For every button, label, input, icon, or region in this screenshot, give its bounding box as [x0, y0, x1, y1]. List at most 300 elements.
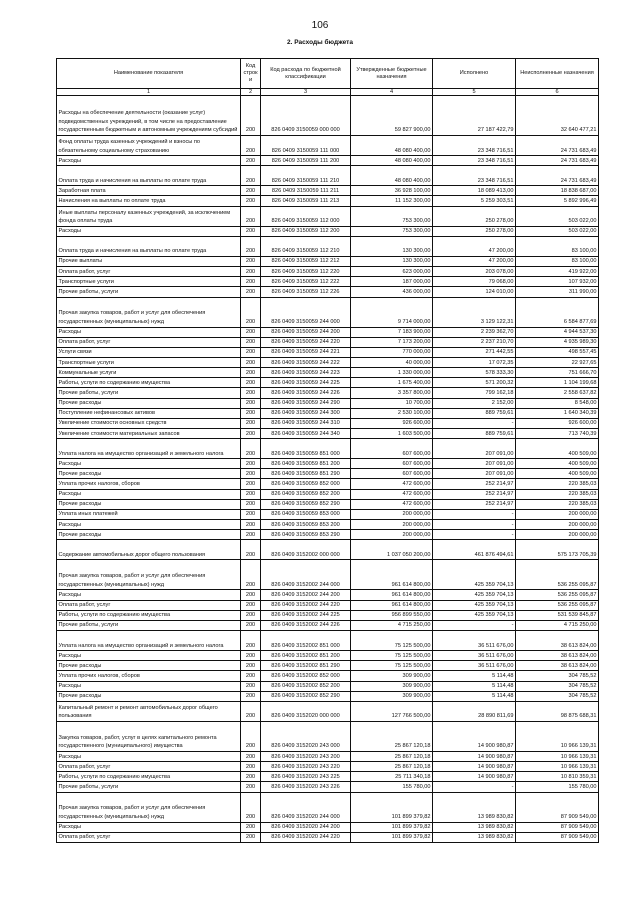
approved-amount: 753 300,00: [351, 226, 433, 236]
row-code: 200: [241, 530, 261, 540]
remaining-amount: 200 000,00: [516, 509, 599, 519]
table-row: [57, 631, 599, 651]
budget-code: 826 0409 3150059 244 220: [261, 337, 351, 347]
row-code: 200: [241, 428, 261, 438]
budget-code: 826 0409 3150059 852 000: [261, 479, 351, 489]
row-code: 200: [241, 661, 261, 671]
executed-amount: 5 259 303,51: [433, 196, 516, 206]
budget-code: 826 0409 3150059 111 210: [261, 166, 351, 186]
executed-amount: 2 239 362,70: [433, 327, 516, 337]
remaining-amount: 200 000,00: [516, 530, 599, 540]
row-code: 200: [241, 156, 261, 166]
budget-code: 826 0409 3152002 851 200: [261, 651, 351, 661]
approved-amount: 956 899 550,00: [351, 610, 433, 620]
approved-amount: 770 000,00: [351, 347, 433, 357]
table-row: [57, 337, 599, 347]
row-code: 200: [241, 560, 261, 590]
indicator-name: Расходы: [57, 156, 241, 166]
indicator-name: Прочие расходы: [57, 691, 241, 701]
budget-code: 826 0409 3150059 111 211: [261, 186, 351, 196]
budget-code: 826 0409 3150059 244 225: [261, 378, 351, 388]
remaining-amount: 503 022,00: [516, 206, 599, 226]
approved-amount: 472 600,00: [351, 499, 433, 509]
approved-amount: 48 080 400,00: [351, 156, 433, 166]
remaining-amount: 536 255 095,87: [516, 600, 599, 610]
row-code: 200: [241, 772, 261, 782]
table-row: [57, 671, 599, 681]
budget-code: 826 0409 3152020 244 000: [261, 792, 351, 822]
table-row: [57, 166, 599, 186]
budget-code: 826 0409 3150059 851 200: [261, 459, 351, 469]
row-code: 200: [241, 762, 261, 772]
table-row: [57, 772, 599, 782]
table-row: [57, 530, 599, 540]
remaining-amount: 98 875 688,31: [516, 701, 599, 721]
approved-amount: 309 900,00: [351, 671, 433, 681]
remaining-amount: 38 613 824,00: [516, 651, 599, 661]
executed-amount: 2 152,00: [433, 398, 516, 408]
executed-amount: 124 010,00: [433, 287, 516, 297]
approved-amount: 607 600,00: [351, 469, 433, 479]
approved-amount: 127 766 500,00: [351, 701, 433, 721]
executed-amount: 5 114,48: [433, 681, 516, 691]
indicator-name: Услуги связи: [57, 347, 241, 357]
executed-amount: 47 200,00: [433, 236, 516, 256]
budget-code: 826 0409 3150059 244 000: [261, 297, 351, 327]
row-code: 200: [241, 520, 261, 530]
remaining-amount: 400 509,00: [516, 439, 599, 459]
executed-amount: 36 511 676,00: [433, 631, 516, 651]
indicator-name: Расходы: [57, 327, 241, 337]
table-row: [57, 236, 599, 256]
executed-amount: 578 333,30: [433, 368, 516, 378]
executed-amount: 14 900 980,87: [433, 762, 516, 772]
table-row: [57, 762, 599, 772]
executed-amount: 252 214,97: [433, 499, 516, 509]
row-code: 200: [241, 499, 261, 509]
remaining-amount: 83 100,00: [516, 236, 599, 256]
indicator-name: Уплата налога на имущество организаций и земельного налога: [57, 439, 241, 459]
approved-amount: 1 603 500,00: [351, 428, 433, 438]
table-row: [57, 398, 599, 408]
indicator-name: Поступление нефинансовых активов: [57, 408, 241, 418]
budget-code: 826 0409 3150059 244 226: [261, 388, 351, 398]
remaining-amount: 200 000,00: [516, 520, 599, 530]
executed-amount: 27 187 422,79: [433, 96, 516, 136]
column-number: 6: [516, 89, 599, 96]
budget-code: 826 0409 3152002 244 225: [261, 610, 351, 620]
header-indicator-name: Наименование показателя: [57, 59, 241, 89]
table-row: [57, 651, 599, 661]
remaining-amount: 22 927,65: [516, 357, 599, 367]
indicator-name: Прочие выплаты: [57, 256, 241, 266]
indicator-name: Оплата труда и начисления на выплаты по оплате труда: [57, 236, 241, 256]
executed-amount: 3 129 122,31: [433, 297, 516, 327]
remaining-amount: 24 731 683,49: [516, 166, 599, 186]
budget-code: 826 0409 3150059 244 222: [261, 357, 351, 367]
approved-amount: 961 614 800,00: [351, 590, 433, 600]
indicator-name: Увеличение стоимости материальных запасов: [57, 428, 241, 438]
executed-amount: 28 890 811,69: [433, 701, 516, 721]
indicator-name: Оплата труда и начисления на выплаты по оплате труда: [57, 166, 241, 186]
executed-amount: 36 511 676,00: [433, 661, 516, 671]
remaining-amount: 2 558 637,82: [516, 388, 599, 398]
row-code: 200: [241, 368, 261, 378]
table-row: [57, 701, 599, 721]
indicator-name: Коммунальные услуги: [57, 368, 241, 378]
budget-code: 826 0409 3150059 112 220: [261, 267, 351, 277]
approved-amount: 309 900,00: [351, 681, 433, 691]
remaining-amount: 10 966 139,31: [516, 751, 599, 761]
approved-amount: 101 899 379,82: [351, 792, 433, 822]
table-row: [57, 226, 599, 236]
remaining-amount: 304 785,52: [516, 691, 599, 701]
budget-code: 826 0409 3152002 852 290: [261, 691, 351, 701]
budget-code: 826 0409 3150059 112 210: [261, 236, 351, 256]
indicator-name: Прочая закупка товаров, работ и услуг для обеспечения государственных (муниципальных) нужд: [57, 297, 241, 327]
approved-amount: 200 000,00: [351, 530, 433, 540]
budget-code: 826 0409 3152020 243 226: [261, 782, 351, 792]
approved-amount: 101 899 379,82: [351, 832, 433, 842]
executed-amount: 425 359 704,13: [433, 590, 516, 600]
row-code: 200: [241, 96, 261, 136]
indicator-name: Иные выплаты персоналу казенных учреждений, за исключением фонда оплаты труда: [57, 206, 241, 226]
table-row: [57, 347, 599, 357]
remaining-amount: 4 944 537,30: [516, 327, 599, 337]
row-code: 200: [241, 206, 261, 226]
approved-amount: 607 600,00: [351, 439, 433, 459]
table-row: [57, 822, 599, 832]
remaining-amount: 536 255 095,87: [516, 560, 599, 590]
indicator-name: Работы, услуги по содержанию имущества: [57, 772, 241, 782]
indicator-name: Фонд оплаты труда казенных учреждений и взносы по обязательному социальному страхованию: [57, 136, 241, 156]
table-row: [57, 509, 599, 519]
remaining-amount: 751 666,70: [516, 368, 599, 378]
approved-amount: 10 700,00: [351, 398, 433, 408]
table-row: [57, 267, 599, 277]
remaining-amount: 419 922,00: [516, 267, 599, 277]
executed-amount: 23 348 716,51: [433, 166, 516, 186]
budget-code: 826 0409 3150059 112 222: [261, 277, 351, 287]
row-code: 200: [241, 277, 261, 287]
budget-code: 826 0409 3150059 852 200: [261, 489, 351, 499]
approved-amount: 200 000,00: [351, 509, 433, 519]
indicator-name: Прочие расходы: [57, 469, 241, 479]
indicator-name: Работы, услуги по содержанию имущества: [57, 378, 241, 388]
row-code: 200: [241, 751, 261, 761]
budget-code: 826 0409 3150059 851 290: [261, 469, 351, 479]
indicator-name: Закупка товаров, работ, услуг в целях капитального ремонта государственного (муниципального) имущества: [57, 721, 241, 751]
budget-code: 826 0409 3152002 244 220: [261, 600, 351, 610]
executed-amount: 252 214,97: [433, 489, 516, 499]
row-code: 200: [241, 681, 261, 691]
executed-amount: -: [433, 530, 516, 540]
approved-amount: 4 715 250,00: [351, 620, 433, 630]
approved-amount: 7 173 200,00: [351, 337, 433, 347]
budget-code: 826 0409 3152020 244 220: [261, 832, 351, 842]
approved-amount: 200 000,00: [351, 520, 433, 530]
approved-amount: 101 899 379,82: [351, 822, 433, 832]
budget-code: 826 0409 3150059 853 200: [261, 520, 351, 530]
remaining-amount: 498 557,45: [516, 347, 599, 357]
remaining-amount: 304 785,52: [516, 681, 599, 691]
row-code: 200: [241, 509, 261, 519]
indicator-name: Прочие работы, услуги: [57, 388, 241, 398]
approved-amount: 25 867 120,18: [351, 721, 433, 751]
budget-code: 826 0409 3150059 111 000: [261, 136, 351, 156]
table-row: [57, 297, 599, 327]
table-row: [57, 479, 599, 489]
row-code: 200: [241, 822, 261, 832]
row-code: 200: [241, 398, 261, 408]
column-number: 5: [433, 89, 516, 96]
indicator-name: Расходы: [57, 751, 241, 761]
remaining-amount: 38 613 824,00: [516, 661, 599, 671]
approved-amount: 1 330 000,00: [351, 368, 433, 378]
table-row: [57, 156, 599, 166]
approved-amount: 25 711 340,18: [351, 772, 433, 782]
executed-amount: 14 900 980,87: [433, 772, 516, 782]
indicator-name: Прочая закупка товаров, работ и услуг для обеспечения государственных (муниципальных) нужд: [57, 792, 241, 822]
budget-code: 826 0409 3150059 112 226: [261, 287, 351, 297]
row-code: 200: [241, 701, 261, 721]
remaining-amount: 531 539 845,87: [516, 610, 599, 620]
approved-amount: 25 867 120,18: [351, 751, 433, 761]
column-number: 2: [241, 89, 261, 96]
budget-code: 826 0409 3150059 111 200: [261, 156, 351, 166]
row-code: 200: [241, 256, 261, 266]
budget-code: 826 0409 3152002 000 000: [261, 540, 351, 560]
budget-code: 826 0409 3150059 244 340: [261, 428, 351, 438]
section-title: 2. Расходы бюджета: [287, 39, 353, 46]
indicator-name: Расходы: [57, 489, 241, 499]
row-code: 200: [241, 540, 261, 560]
executed-amount: 203 078,00: [433, 267, 516, 277]
row-code: 200: [241, 832, 261, 842]
row-code: 200: [241, 600, 261, 610]
table-row: [57, 428, 599, 438]
budget-code: 826 0409 3150059 244 221: [261, 347, 351, 357]
remaining-amount: 38 613 824,00: [516, 631, 599, 651]
table-row: [57, 661, 599, 671]
budget-code: 826 0409 3150059 853 000: [261, 509, 351, 519]
indicator-name: Прочие работы, услуги: [57, 620, 241, 630]
approved-amount: 472 600,00: [351, 489, 433, 499]
row-code: 200: [241, 631, 261, 651]
remaining-amount: 1 640 340,39: [516, 408, 599, 418]
approved-amount: 1 675 400,00: [351, 378, 433, 388]
approved-amount: 11 152 300,00: [351, 196, 433, 206]
indicator-name: Уплата прочих налогов, сборов: [57, 671, 241, 681]
approved-amount: 1 037 050 200,00: [351, 540, 433, 560]
approved-amount: 3 357 800,00: [351, 388, 433, 398]
table-row: [57, 721, 599, 751]
budget-code: 826 0409 3152020 243 200: [261, 751, 351, 761]
header-approved: Утвержденные бюджетные назначения: [351, 59, 433, 89]
remaining-amount: 4 935 989,30: [516, 337, 599, 347]
executed-amount: 425 359 704,13: [433, 560, 516, 590]
remaining-amount: 400 509,00: [516, 469, 599, 479]
executed-amount: 14 900 980,87: [433, 721, 516, 751]
indicator-name: Прочая закупка товаров, работ и услуг для обеспечения государственных (муниципальных) нужд: [57, 560, 241, 590]
table-row: [57, 408, 599, 418]
executed-amount: 13 989 830,82: [433, 832, 516, 842]
row-code: 200: [241, 671, 261, 681]
executed-amount: 18 089 413,00: [433, 186, 516, 196]
executed-amount: 889 759,61: [433, 428, 516, 438]
remaining-amount: 155 780,00: [516, 782, 599, 792]
budget-code: 826 0409 3150059 851 000: [261, 439, 351, 459]
indicator-name: Уплата налога на имущество организаций и земельного налога: [57, 631, 241, 651]
approved-amount: 753 300,00: [351, 206, 433, 226]
approved-amount: 75 125 500,00: [351, 651, 433, 661]
indicator-name: Прочие расходы: [57, 398, 241, 408]
column-number: 4: [351, 89, 433, 96]
budget-code: 826 0409 3150059 244 310: [261, 418, 351, 428]
approved-amount: 187 000,00: [351, 277, 433, 287]
approved-amount: 7 183 900,00: [351, 327, 433, 337]
executed-amount: 250 278,00: [433, 226, 516, 236]
remaining-amount: 18 838 687,00: [516, 186, 599, 196]
remaining-amount: 5 892 996,49: [516, 196, 599, 206]
indicator-name: Прочие работы, услуги: [57, 287, 241, 297]
indicator-name: Транспортные услуги: [57, 277, 241, 287]
executed-amount: 207 091,00: [433, 459, 516, 469]
row-code: 200: [241, 459, 261, 469]
budget-code: 826 0409 3152002 851 290: [261, 661, 351, 671]
approved-amount: 75 125 500,00: [351, 631, 433, 651]
remaining-amount: 311 990,00: [516, 287, 599, 297]
indicator-name: Расходы: [57, 590, 241, 600]
remaining-amount: 304 785,52: [516, 671, 599, 681]
executed-amount: 2 237 210,70: [433, 337, 516, 347]
row-code: 200: [241, 620, 261, 630]
table-row: [57, 418, 599, 428]
table-row: [57, 196, 599, 206]
row-code: 200: [241, 236, 261, 256]
row-code: 200: [241, 691, 261, 701]
indicator-name: Прочие работы, услуги: [57, 782, 241, 792]
row-code: 200: [241, 651, 261, 661]
table-row: [57, 610, 599, 620]
budget-code: 826 0409 3152020 244 200: [261, 822, 351, 832]
indicator-name: Оплата работ, услуг: [57, 337, 241, 347]
table-row: [57, 560, 599, 590]
table-row: [57, 368, 599, 378]
row-code: 200: [241, 226, 261, 236]
remaining-amount: 107 932,00: [516, 277, 599, 287]
approved-amount: 130 300,00: [351, 256, 433, 266]
approved-amount: 436 000,00: [351, 287, 433, 297]
remaining-amount: 83 100,00: [516, 256, 599, 266]
approved-amount: 2 530 100,00: [351, 408, 433, 418]
indicator-name: Оплата работ, услуг: [57, 832, 241, 842]
executed-amount: 5 114,48: [433, 691, 516, 701]
remaining-amount: 503 022,00: [516, 226, 599, 236]
table-row: [57, 751, 599, 761]
remaining-amount: 87 909 549,00: [516, 792, 599, 822]
row-code: 200: [241, 469, 261, 479]
table-row: [57, 600, 599, 610]
executed-amount: 13 989 830,82: [433, 822, 516, 832]
row-code: 200: [241, 388, 261, 398]
indicator-name: Заработная плата: [57, 186, 241, 196]
table-row: [57, 459, 599, 469]
remaining-amount: 220 385,03: [516, 479, 599, 489]
executed-amount: 425 359 704,13: [433, 610, 516, 620]
budget-code: 826 0409 3150059 244 223: [261, 368, 351, 378]
budget-code: 826 0409 3152002 852 200: [261, 681, 351, 691]
table-row: [57, 469, 599, 479]
budget-code: 826 0409 3152020 243 225: [261, 772, 351, 782]
budget-code: 826 0409 3152002 244 000: [261, 560, 351, 590]
budget-code: 826 0409 3150059 244 290: [261, 398, 351, 408]
budget-code: 826 0409 3150059 853 290: [261, 530, 351, 540]
table-row: [57, 439, 599, 459]
budget-code: 826 0409 3150059 852 290: [261, 499, 351, 509]
remaining-amount: 926 600,00: [516, 418, 599, 428]
executed-amount: 207 091,00: [433, 439, 516, 459]
row-code: 200: [241, 489, 261, 499]
executed-amount: 799 162,18: [433, 388, 516, 398]
indicator-name: Прочие расходы: [57, 661, 241, 671]
table-row: [57, 206, 599, 226]
row-code: 200: [241, 136, 261, 156]
approved-amount: 36 928 100,00: [351, 186, 433, 196]
budget-code: 826 0409 3152002 244 200: [261, 590, 351, 600]
executed-amount: 571 200,32: [433, 378, 516, 388]
indicator-name: Работы, услуги по содержанию имущества: [57, 610, 241, 620]
row-code: 200: [241, 792, 261, 822]
budget-code: 826 0409 3150059 244 200: [261, 327, 351, 337]
budget-code: 826 0409 3152002 851 000: [261, 631, 351, 651]
executed-amount: 207 091,00: [433, 469, 516, 479]
indicator-name: Оплата работ, услуг: [57, 600, 241, 610]
row-code: 200: [241, 357, 261, 367]
row-code: 200: [241, 196, 261, 206]
indicator-name: Расходы: [57, 226, 241, 236]
header-remaining: Неисполненные назначения: [516, 59, 599, 89]
indicator-name: Содержание автомобильных дорог общего пользования: [57, 540, 241, 560]
budget-code: 826 0409 3152020 243 000: [261, 721, 351, 751]
row-code: 200: [241, 378, 261, 388]
approved-amount: 59 827 900,00: [351, 96, 433, 136]
expenses-table: [56, 58, 599, 843]
table-row: [57, 520, 599, 530]
approved-amount: 40 000,00: [351, 357, 433, 367]
row-code: 200: [241, 166, 261, 186]
budget-code: 826 0409 3150059 112 200: [261, 226, 351, 236]
row-code: 200: [241, 347, 261, 357]
table-row: [57, 186, 599, 196]
budget-code: 826 0409 3152020 243 220: [261, 762, 351, 772]
executed-amount: -: [433, 418, 516, 428]
table-row: [57, 388, 599, 398]
executed-amount: 13 989 830,82: [433, 792, 516, 822]
indicator-name: Прочие расходы: [57, 530, 241, 540]
approved-amount: 309 900,00: [351, 691, 433, 701]
remaining-amount: 536 255 095,87: [516, 590, 599, 600]
executed-amount: 889 759,61: [433, 408, 516, 418]
header-row-code: Код строк и: [241, 59, 261, 89]
table-row: [57, 620, 599, 630]
indicator-name: Расходы: [57, 520, 241, 530]
executed-amount: 79 068,00: [433, 277, 516, 287]
approved-amount: 155 780,00: [351, 782, 433, 792]
approved-amount: 961 614 800,00: [351, 560, 433, 590]
row-code: 200: [241, 408, 261, 418]
indicator-name: Прочие расходы: [57, 499, 241, 509]
